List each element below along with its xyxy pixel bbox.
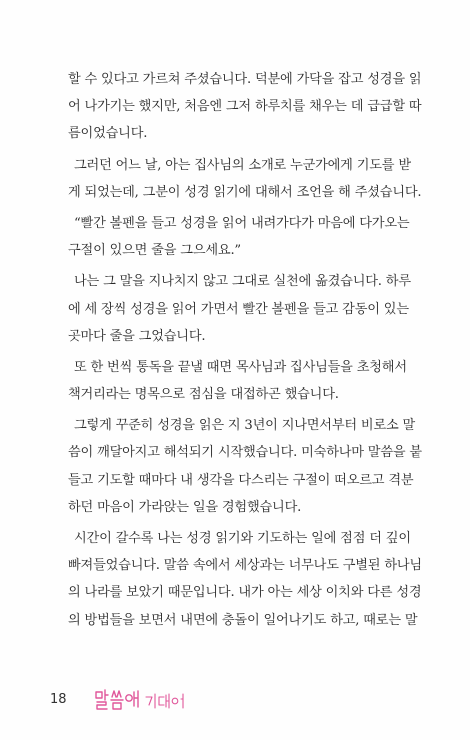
text-line: 의 방법들을 보면서 내면에 충돌이 일어나기도 하고, 때로는 말 — [68, 612, 418, 628]
text-line: 그렇게 꾸준히 성경을 읽은 지 3년이 지나면서부터 비로소 말 — [74, 418, 416, 434]
text-line: 에 세 장씩 성경을 읽어 가면서 빨간 볼펜을 들고 감동이 있는 — [68, 301, 409, 317]
text-line: 구절이 있으면 줄을 그으세요.” — [68, 243, 241, 259]
text-line: 또 한 번씩 통독을 끝낼 때면 목사님과 집사님들을 초청해서 — [74, 359, 407, 375]
text-line: 그러던 어느 날, 아는 집사님의 소개로 누군가에게 기도를 받 — [74, 157, 411, 173]
page-footer — [50, 686, 250, 716]
text-line: 하던 마음이 가라앉는 일을 경험했습니다. — [68, 499, 302, 515]
body-text — [68, 66, 424, 634]
text-line: 나는 그 말을 지나치지 않고 그대로 실천에 옮겼습니다. 하루 — [74, 274, 411, 290]
text-line: 빠져들었습니다. 말씀 속에서 세상과는 너무나도 구별된 하나님 — [68, 558, 422, 574]
text-line: 게 되었는데, 그분이 성경 읽기에 대해서 조언을 해 주셨습니다. — [68, 184, 422, 200]
text-line: 할 수 있다고 가르쳐 주셨습니다. 덕분에 가닥을 잡고 성경을 읽 — [68, 72, 422, 87]
text-line: 곳마다 줄을 그었습니다. — [68, 328, 206, 344]
text-line: 씀이 깨달아지고 해석되기 시작했습니다. 미숙하나마 말씀을 붙 — [68, 445, 422, 461]
page-number: 18 — [50, 692, 67, 707]
text-line: 시간이 갈수록 나는 성경 읽기와 기도하는 일에 점점 더 깊이 — [74, 531, 411, 546]
text-line: 어 나가기는 했지만, 처음엔 그저 하루치를 채우는 데 급급할 따 — [68, 99, 422, 115]
text-line: “빨간 볼펜을 들고 성경을 읽어 내려가다가 마음에 다가오는 — [74, 215, 410, 231]
text-line: 름이었습니다. — [68, 126, 148, 142]
text-line: 책거리라는 명목으로 점심을 대접하곤 했습니다. — [68, 387, 339, 403]
text-line: 의 나라를 보았기 때문입니다. 내가 아는 세상 이치와 다른 성경 — [68, 585, 422, 601]
book-title-logo — [92, 686, 202, 716]
text-line: 들고 기도할 때마다 내 생각을 다스리는 구절이 떠오르고 격분 — [68, 472, 414, 488]
